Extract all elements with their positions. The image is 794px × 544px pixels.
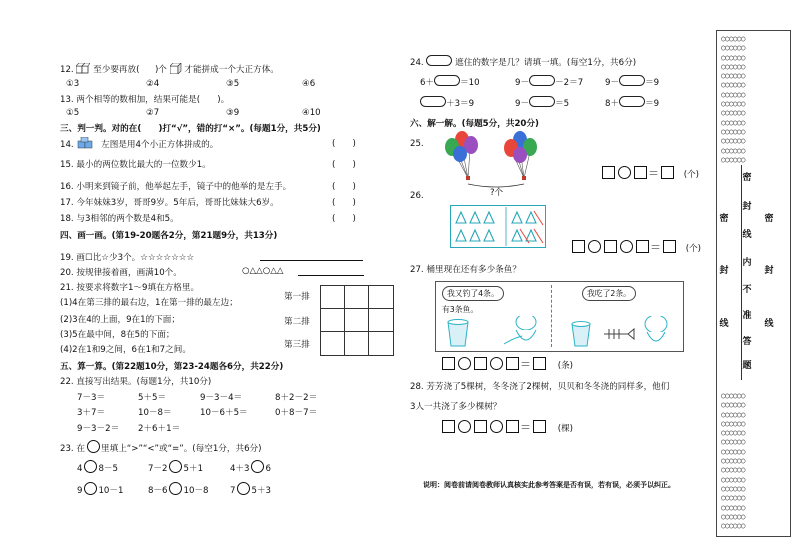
q14 [60,137,370,150]
cube-stack-icon [76,63,90,74]
q13-option-4[interactable]: ④10 [302,108,321,118]
q18-num: 18. [60,214,74,224]
binding-char: 密 [719,214,729,224]
q21-line-4: (4)2在1和9之间，6在1和7之间。 [60,345,191,355]
circle-column-left: ○○○○○○ ○○○○○○ ○○○○○○ ○○○○○○ ○○○○○○ ○○○○○○ ○○○○○○ ○○○○○○ ○○○○○○ ○○○○○○ ○○○○○○ ○○○○○○ ○○○○○○ ○○○○○○ [721,34,745,164]
q12-text-c: 才能拼成一个大正方体。 [184,65,279,75]
compare-item[interactable]: 7－2 5＋1 [148,460,203,474]
q26-unit: (个) [685,244,702,254]
q20-answer-line[interactable] [298,275,364,276]
q21 [60,281,199,293]
calc-item[interactable]: 10－6＋5＝ [200,408,248,418]
q28 [410,380,669,392]
binding-char: 密 [742,173,752,183]
fill-item[interactable]: ＋3＝9 [420,96,474,109]
q27-unit: (条) [557,361,574,371]
q27 [410,263,521,275]
binding-char: 线 [764,319,774,329]
calc-item[interactable]: 3＋7＝ [77,408,106,418]
q19-num: 19. [60,253,74,263]
q28-num: 28. [410,382,424,392]
compare-item[interactable]: 4 8－5 [77,460,118,474]
section-4-title: 四、画一画。(第19-20题各2分，第21题9分，共13分) [60,231,278,241]
q12-option-4[interactable]: ④6 [302,79,316,89]
q20-shapes: ○△△○△△ [242,266,284,276]
q12-text-a: 至少要再放( [93,65,140,75]
q16-answer[interactable]: ( ) [332,182,356,192]
q26-equation[interactable]: ＝ (个) [570,239,701,255]
q27-num: 27. [410,265,424,275]
calc-item[interactable]: 0＋8－7＝ [275,408,318,418]
q19-answer-line[interactable] [260,260,363,261]
section-3-title: 三、判一判。对的在( )打“√”，错的打“×”。(每题1分，共5分) [60,124,321,134]
circle-icon [87,440,100,453]
q17-text: 今年妹妹3岁，哥哥9岁。5年后，哥哥比妹妹大6岁。 [76,198,279,208]
compare-item[interactable]: 4＋3 6 [230,460,271,474]
binding-char: 封 [719,266,729,276]
footer-label: 说明： [423,481,444,489]
speech-bubble-2: 我吃了2条。 [582,286,636,301]
binding-char: 题 [742,361,752,371]
q18 [60,212,370,224]
calc-item[interactable]: 2＋6＋1＝ [138,424,181,434]
q28-text-2: 3人一共浇了多少棵树？ [410,402,502,412]
triangles-image [450,205,546,248]
fill-item[interactable]: 9－ ＝9 [605,75,659,88]
left-column [0,0,395,544]
compare-item[interactable]: 7 5＋3 [230,482,271,496]
q12 [60,63,279,75]
q23-text-b: 里填上“>”“<”或“=”。(每空1分，共6分) [101,444,262,454]
cloud-icon [426,55,452,66]
calc-item[interactable]: 8＋2－2＝ [275,393,318,403]
q13 [60,93,229,105]
q17-answer[interactable]: ( ) [332,198,356,208]
q21-text: 按要求将数字1～9填在方格里。 [76,283,200,293]
number-grid[interactable] [320,285,394,356]
fill-item[interactable]: 9－ －2＝7 [515,75,583,88]
fill-item[interactable]: 9－ ＝5 [515,96,569,109]
q28-text-1: 芳芳浇了5棵树，冬冬浇了2棵树，贝贝和冬冬浇的同样多，他们 [426,382,670,392]
q25-label: ?个 [490,188,504,198]
calc-item[interactable]: 9－3－4＝ [200,393,243,403]
q12-num: 12. [60,65,74,75]
q23-text-a: 在 [76,444,86,454]
q14-answer[interactable]: ( ) [332,139,356,149]
q18-text: 与3相邻的两个数是4和5。 [76,214,179,224]
binding-char: 封 [764,266,774,276]
speech-bubble-1: 我又钓了4条。 [442,286,504,301]
q13-option-2[interactable]: ②7 [146,108,160,118]
fill-item[interactable]: 6＋ ＝10 [420,75,480,88]
q14-num: 14. [60,140,74,150]
section-6-title: 六、解一解。(每题5分，共20分) [410,119,539,129]
q24-num: 24. [410,58,424,68]
q13-option-1[interactable]: ①5 [66,108,80,118]
q23-num: 23. [60,444,74,454]
q13-num: 13. [60,95,74,105]
q21-num: 21. [60,283,74,293]
q16 [60,180,370,192]
binding-char: 线 [719,319,729,329]
calc-item[interactable]: 5＋5＝ [138,393,167,403]
q25-equation[interactable]: ＝ (个) [600,165,699,181]
fishing-image [435,281,684,352]
row-label-2: 第二排 [284,317,310,327]
q12-text-b: )个 [154,65,167,75]
q12-option-2[interactable]: ②4 [146,79,160,89]
calc-item[interactable]: 7－3＝ [77,393,106,403]
q13-text: 两个相等的数相加，结果可能是( )。 [76,95,230,105]
row-label-1: 第一排 [284,292,310,302]
q25-num: 25. [410,139,424,149]
fill-item[interactable]: 8＋ ＝9 [605,96,659,109]
q18-answer[interactable]: ( ) [332,214,356,224]
q12-option-3[interactable]: ③5 [226,79,240,89]
q21-line-2: (2)3在4的上面，9在1的下面； [60,315,180,325]
q16-num: 16. [60,182,74,192]
compare-item[interactable]: 9 10－1 [77,482,123,496]
footer-note [423,480,675,490]
q27-note: 有3条鱼。 [442,305,479,314]
q22-num: 22. [60,377,74,387]
calc-item[interactable]: 9－3－2＝ [77,424,120,434]
calc-item[interactable]: 10－8＝ [138,408,172,418]
q16-text: 小明来到镜子前，他举起左手，镜子中的他举的是左手。 [76,182,292,192]
right-column [395,0,715,544]
q26-num: 26. [410,191,424,201]
q24-text: 遮住的数字是几？请填一填。(每空1分，共6分) [455,58,637,68]
q20-num: 20. [60,268,74,278]
q22-text: 直接写出结果。(每题1分，共10分) [76,377,212,387]
binding-char: 内 [742,258,752,268]
binding-char: 不 [742,285,752,295]
q20 [60,266,182,278]
row-label-3: 第三排 [284,340,310,350]
q21-line-1: (1)4在第三排的最右边，1在第一排的最左边； [60,298,238,308]
binding-char: 线 [742,230,752,240]
q21-line-3: (3)5在最中间，8在5的下面； [60,330,175,340]
q19-text: 画☐比☆少3个。☆☆☆☆☆☆☆ [76,253,195,263]
circle-column-bottom: ○○○○○○ ○○○○○○ ○○○○○○ ○○○○○○ ○○○○○○ ○○○○○○ ○○○○○○ ○○○○○○ ○○○○○○ ○○○○○○ ○○○○○○ ○○○○○○ ○○○○○○ ○○○○○○ ○○○○○○ [721,391,745,531]
binding-char: 准 [742,311,752,321]
section-5-title: 五、算一算。(第22题10分，第23-24题各6分，共22分) [60,362,284,372]
q14-text: 左图是用4个小正方体拼成的。 [101,140,219,150]
q19 [60,251,194,263]
q28-unit: (棵) [557,424,574,434]
q27-equation[interactable]: ＝ (条) [440,356,573,372]
cat-bucket-drawing [444,316,684,350]
q22 [60,375,211,387]
q15 [60,158,370,170]
q24 [410,55,636,68]
blue-cubes-icon [76,137,98,149]
q28-equation[interactable]: ＝ (棵) [440,419,573,435]
q17-num: 17. [60,198,74,208]
q27-text: 桶里现在还有多少条鱼？ [426,265,521,275]
cube-icon [170,63,182,74]
q12-option-1[interactable]: ①3 [66,79,80,89]
compare-item[interactable]: 8－6 10－8 [148,482,209,496]
binding-char: 封 [742,202,752,212]
q25-unit: (个) [683,170,700,180]
q15-answer[interactable]: ( ) [332,160,356,170]
q15-text: 最小的两位数比最大的一位数少1。 [76,160,211,170]
q15-num: 15. [60,160,74,170]
q17 [60,196,370,208]
binding-char: 答 [742,337,752,347]
binding-char: 密 [764,214,774,224]
footer-text: 阅卷前请阅卷教师认真核实此参考答案是否有误，若有误，必须予以纠正。 [444,481,675,489]
q13-option-3[interactable]: ③9 [226,108,240,118]
q23 [60,440,262,454]
q20-text: 按规律接着画，画满10个。 [76,268,182,278]
